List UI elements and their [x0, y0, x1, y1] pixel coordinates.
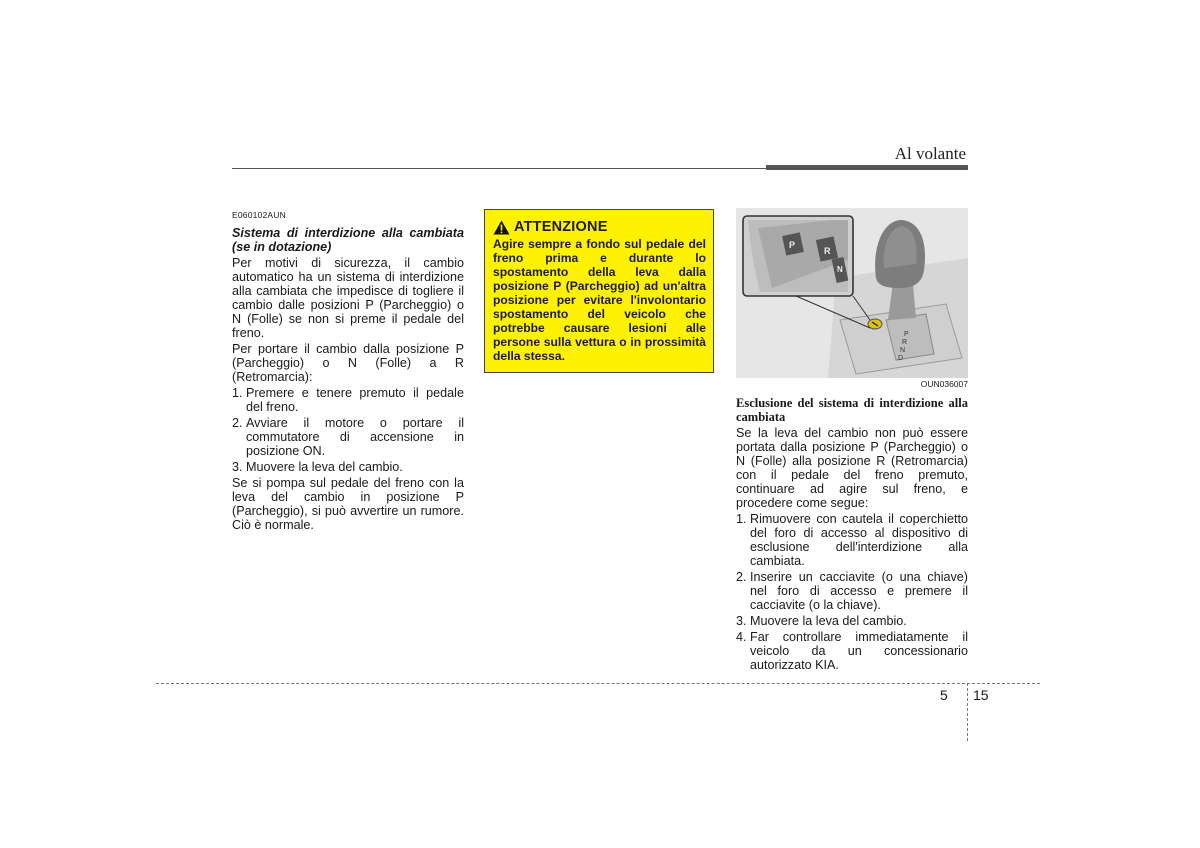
warning-text: Agire sempre a fondo sul pedale del freno prima e durante lo spostamento della leva dalla posizione P (Parcheggio) ad un'altra posizione per evitare l'involontario spostamento del veicolo che potrebbe causare lesioni alle persone sulla vettura o in prossimità della stessa. [493, 237, 706, 363]
page-header-title: Al volante [894, 144, 966, 163]
step-list [232, 386, 464, 474]
list-text: Rimuovere con cautela il coperchietto del foro di accesso al dispositivo di esclusione dell'interdizione alla cambiata. [750, 512, 968, 568]
gate-letter: R [824, 246, 831, 256]
page-number: 15 [973, 687, 989, 703]
list-text: Far controllare immediatamente il veicolo da un concessionario autorizzato KIA. [750, 630, 968, 672]
gate-letter: N [900, 347, 906, 354]
list-item [736, 570, 968, 612]
footer-rule [156, 683, 1040, 684]
list-text: Premere e tenere premuto il pedale del freno. [246, 386, 464, 414]
paragraph: Se la leva del cambio non può essere portata dalla posizione P (Parcheggio) o N (Folle) alla posizione R (Retromarcia) con il pedale del freno premuto, continuare ad agire sul freno, e procedere come segue: [736, 426, 968, 510]
left-column [232, 208, 464, 534]
list-item [736, 614, 968, 628]
step-list [736, 512, 968, 672]
list-item [736, 512, 968, 568]
list-item [736, 630, 968, 672]
warning-title: ATTENZIONE [514, 219, 608, 235]
section-number: 5 [940, 687, 948, 703]
figure-code: OUN036007 [920, 379, 968, 389]
gear-shifter-illustration [736, 208, 968, 378]
right-column [736, 396, 968, 674]
list-number: 2. [232, 416, 243, 430]
gate-letter: P [904, 331, 909, 338]
list-text: Inserire un cacciavite (o una chiave) nel foro di accesso e premere il cacciavite (o la chiave). [750, 570, 968, 612]
list-item [232, 416, 464, 458]
list-text: Avviare il motore o portare il commutatore di accensione in posizione ON. [246, 416, 464, 458]
list-number: 2. [736, 570, 747, 584]
footer-divider [967, 683, 968, 741]
paragraph: Per motivi di sicurezza, il cambio automatico ha un sistema di interdizione alla cambiata che impedisce di togliere il cambio dalle posizioni P (Parcheggio) o N (Folle) se non si preme il pedale del freno. [232, 256, 464, 340]
section-heading: Esclusione del sistema di interdizione alla cambiata [736, 396, 968, 424]
list-number: 1. [736, 512, 747, 526]
gate-letter: R [902, 339, 908, 346]
section-subtitle: Sistema di interdizione alla cambiata (se in dotazione) [232, 226, 464, 254]
warning-triangle-icon [493, 220, 510, 235]
list-item [232, 460, 464, 474]
paragraph: Per portare il cambio dalla posizione P (Parcheggio) o N (Folle) a R (Retromarcia): [232, 342, 464, 384]
list-item [232, 386, 464, 414]
list-text: Muovere la leva del cambio. [246, 460, 403, 474]
header-rule-accent [766, 165, 968, 170]
list-number: 3. [232, 460, 243, 474]
list-number: 4. [736, 630, 747, 644]
section-code: E060102AUN [232, 210, 286, 220]
warning-box [484, 209, 714, 373]
list-text: Muovere la leva del cambio. [750, 614, 907, 628]
list-number: 1. [232, 386, 243, 400]
warning-header [493, 219, 706, 235]
paragraph: Se si pompa sul pedale del freno con la leva del cambio in posizione P (Parcheggio), si può avvertire un rumore. Ciò è normale. [232, 476, 464, 532]
gate-letter: D [898, 355, 904, 362]
gate-letter: N [837, 265, 843, 274]
gate-letter: P [789, 240, 796, 250]
list-number: 3. [736, 614, 747, 628]
